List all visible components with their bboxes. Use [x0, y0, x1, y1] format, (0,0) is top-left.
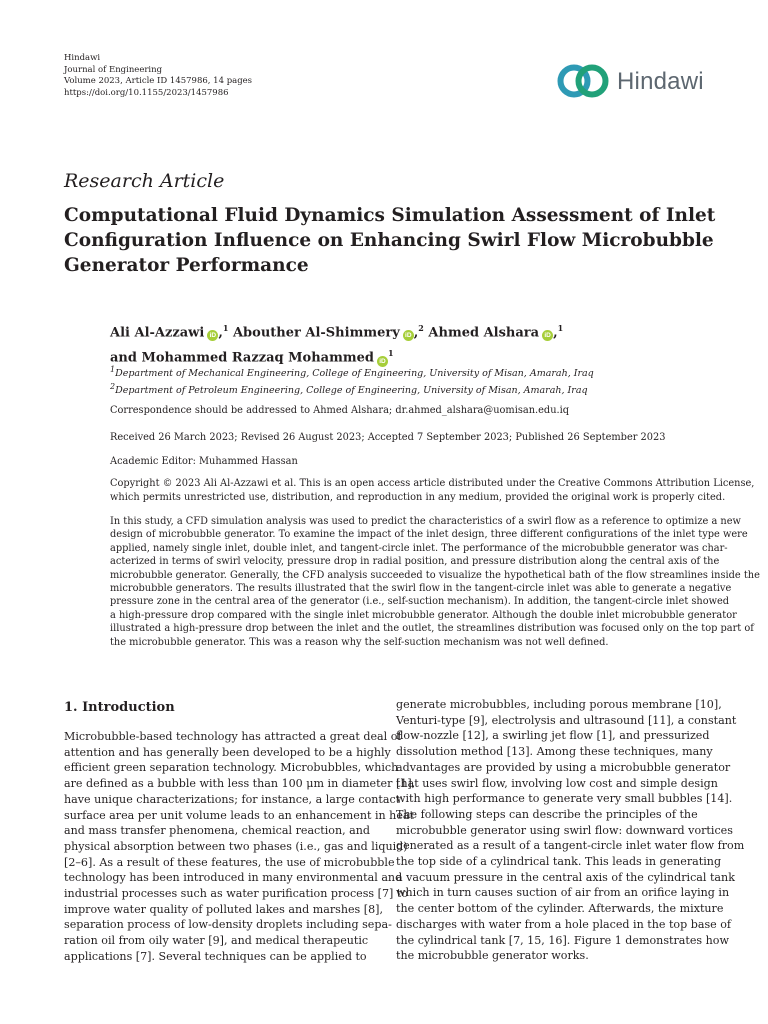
body-line: Venturi-type [9], electrolysis and ultrasound [11], a constant: [396, 713, 737, 727]
abstract-line: In this study, a CFD simulation analysis was used to predict the characteristics of a swirl flow as a reference to optimize a new: [110, 516, 741, 527]
body-line: flow-nozzle [12], a swirling jet flow [1], and pressurized: [396, 729, 710, 743]
body-line: microbubble generator using swirl flow: downward vortices: [396, 823, 733, 837]
body-line: with high performance to generate very small bubbles [14].: [396, 792, 733, 806]
copyright-line: which permits unrestricted use, distribution, and reproduction in any medium, provided the original work is properly cited.: [110, 491, 726, 503]
article-type: Research Article: [64, 170, 225, 192]
body-line: dissolution method [13]. Among these techniques, many: [396, 745, 713, 759]
body-line: a vacuum pressure in the central axis of the cylindrical tank: [396, 870, 735, 884]
body-line: separation process of low-density droplets including sepa-: [64, 918, 392, 932]
title-line: Computational Fluid Dynamics Simulation Assessment of Inlet: [64, 205, 716, 226]
abstract: [110, 515, 760, 649]
author-prefix: and: [110, 350, 142, 366]
author-separator: ,: [218, 325, 223, 341]
author-name[interactable]: Mohammed Razzaq Mohammed: [141, 350, 374, 366]
doi-link[interactable]: https://doi.org/10.1155/2023/1457986: [64, 87, 229, 98]
author-list: [110, 318, 563, 369]
orcid-icon[interactable]: iD: [542, 330, 553, 341]
hindawi-rings-icon: [555, 62, 613, 102]
abstract-line: illustrated a high-pressure drop between the inlet and the outlet, the streamlines distribution was focused only on the top part of: [110, 623, 754, 635]
publisher-name: Hindawi: [64, 53, 101, 63]
author-affiliation-mark: 1: [387, 348, 394, 359]
body-line: the center bottom of the cylinder. Afterwards, the mixture: [396, 902, 724, 916]
author-line: [110, 318, 563, 343]
body-line: industrial processes such as water purification process [7] to: [64, 887, 409, 901]
author-affiliation-mark: 1: [557, 323, 564, 333]
body-line: the cylindrical tank [7, 15, 16]. Figure 1 demonstrates how: [396, 933, 729, 947]
orcid-icon[interactable]: iD: [207, 330, 218, 341]
intro-right-column: [396, 697, 745, 964]
title-line: Generator Performance: [64, 255, 309, 276]
author-name[interactable]: Abouther Al-Shimmery: [232, 325, 400, 341]
body-line: that uses swirl flow, involving low cost and simple design: [396, 776, 718, 790]
body-line: surface area per unit volume leads to an enhancement in heat: [64, 808, 414, 822]
abstract-line: microbubble generators. The results illustrated that the swirl flow in the tangent-circle inlet was able to generate a negative: [110, 583, 732, 595]
orcid-icon[interactable]: iD: [377, 356, 388, 367]
body-line: technology has been introduced in many environmental and: [64, 871, 403, 885]
body-line: which in turn causes suction of air from an orifice laying in: [396, 886, 730, 900]
body-line: Microbubble-based technology has attracted a great deal of: [64, 730, 402, 743]
affiliations: [110, 363, 594, 397]
body-line: advantages are provided by using a microbubble generator: [396, 760, 731, 774]
body-line: the microbubble generator works.: [396, 949, 589, 963]
body-line: generate microbubbles, including porous membrane [10],: [396, 698, 722, 711]
body-line: are defined as a bubble with less than 100 μm in diameter [1],: [64, 777, 416, 791]
body-line: generated as a result of a tangent-circle inlet water flow from: [396, 839, 745, 853]
journal-meta: [64, 53, 252, 99]
intro-left-column: [64, 729, 416, 965]
affiliation-text: Department of Mechanical Engineering, College of Engineering, University of Misan, Amarah, Iraq: [115, 368, 594, 380]
logo-wordmark: Hindawi: [617, 68, 704, 95]
author-affiliation-mark: 1: [222, 323, 229, 333]
author-separator: ,: [413, 325, 419, 341]
academic-editor: Academic Editor: Muhammed Hassan: [110, 456, 298, 467]
correspondence: Correspondence should be addressed to Ahmed Alshara; dr.ahmed_alshara@uomisan.edu.iq: [110, 405, 570, 416]
body-line: applications [7]. Several techniques can be applied to: [64, 949, 367, 963]
body-line: The following steps can describe the principles of the: [396, 807, 698, 821]
body-line: efficient green separation technology. Microbubbles, which: [64, 761, 399, 775]
author-name[interactable]: Ahmed Alshara: [428, 325, 540, 341]
abstract-line: microbubble generator. Generally, the CFD analysis succeeded to visualize the hypothetical bath of the flow streamlines inside the: [110, 569, 760, 581]
article-title: [64, 203, 724, 278]
body-line: attention and has generally been developed to be a highly: [64, 745, 391, 759]
section-heading: 1. Introduction: [64, 700, 175, 715]
body-line: improve water quality of polluted lakes and marshes [8],: [64, 902, 384, 916]
body-line: the top side of a cylindrical tank. This leads in generating: [396, 855, 722, 869]
author-name[interactable]: Ali Al-Azzawi: [110, 325, 205, 341]
copyright-notice: [110, 477, 755, 504]
affiliation-line: [110, 363, 594, 380]
abstract-line: applied, namely single inlet, double inlet, and tangent-circle inlet. The performance of the microbubble generator was char-: [110, 542, 728, 554]
author-separator: ,: [553, 325, 558, 341]
body-line: have unique characterizations; for instance, a large contact: [64, 792, 401, 806]
hindawi-logo: [555, 62, 715, 102]
affiliation-mark: 2: [110, 382, 116, 392]
body-line: ration oil from oily water [9], and medical therapeutic: [64, 934, 369, 948]
affiliation-line: [110, 380, 594, 397]
author-affiliation-mark: 2: [418, 323, 424, 333]
orcid-icon[interactable]: iD: [403, 330, 414, 341]
body-line: [2–6]. As a result of these features, the use of microbubble: [64, 855, 395, 869]
abstract-line: the microbubble generator. This was a reason why the self-suction mechanism was not well defined.: [110, 636, 609, 648]
copyright-line: Copyright © 2023 Ali Al-Azzawi et al. This is an open access article distributed under the Creative Commons Attribution License,: [110, 478, 755, 489]
affiliation-text: Department of Petroleum Engineering, College of Engineering, University of Misan, Amarah, Iraq: [115, 385, 588, 397]
journal-name: Journal of Engineering: [64, 64, 163, 75]
body-line: physical absorption between two phases (i.e., gas and liquid): [64, 839, 408, 853]
affiliation-mark: 1: [110, 365, 116, 374]
abstract-line: acterized in terms of swirl velocity, pressure drop in radial position, and pressure distribution along the central axis of the: [110, 556, 720, 568]
volume-line: Volume 2023, Article ID 1457986, 14 pages: [64, 76, 253, 86]
body-line: and mass transfer phenomena, chemical reaction, and: [64, 824, 371, 838]
abstract-line: design of microbubble generator. To examine the impact of the inlet design, three different configurations of the inlet type were: [110, 529, 748, 541]
publication-dates: Received 26 March 2023; Revised 26 August 2023; Accepted 7 September 2023; Published 26 September 2023: [110, 432, 666, 443]
abstract-line: a high-pressure drop compared with the single inlet microbubble generator. Although the double inlet microbubble generator: [110, 609, 737, 621]
title-line: Configuration Influence on Enhancing Swirl Flow Microbubble: [64, 230, 714, 251]
body-line: discharges with water from a hole placed in the top base of: [396, 917, 732, 931]
abstract-line: pressure zone in the central area of the generator (i.e., self-suction mechanism). In addition, the tangent-circle inlet showed: [110, 596, 730, 608]
